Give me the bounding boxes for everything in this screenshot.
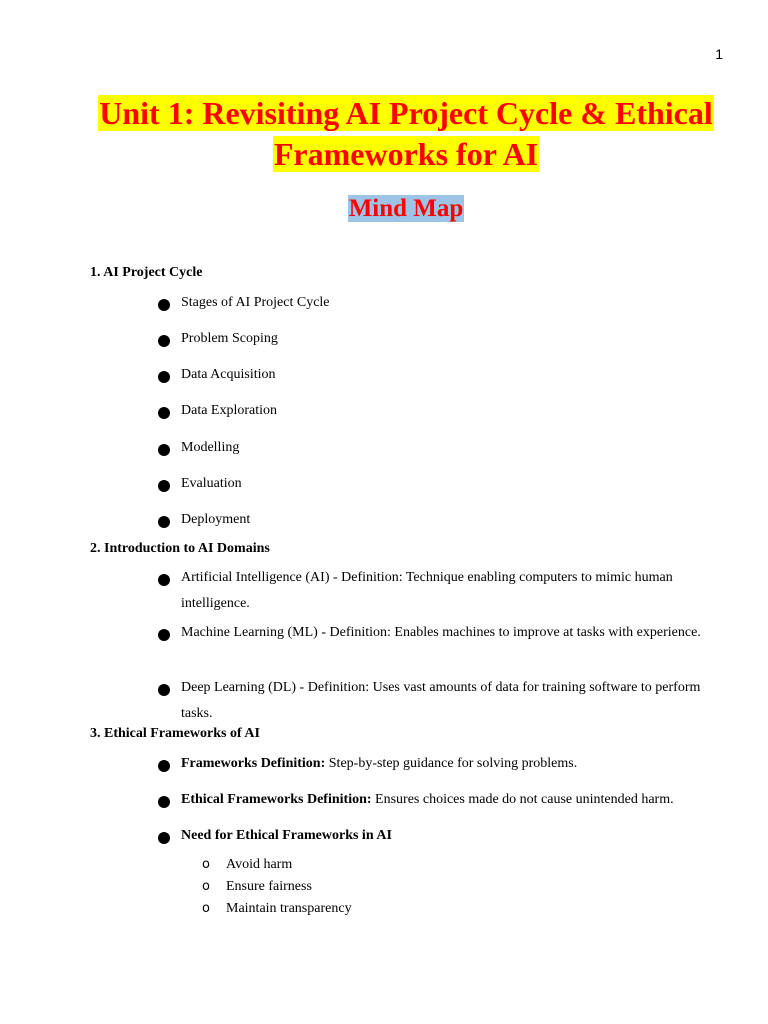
list-item: [158, 565, 728, 617]
list-item-text: Deep Learning (DL) - Definition: Uses vast amounts of data for training software to perform tasks.: [181, 680, 701, 721]
term-label: Frameworks Definition:: [181, 756, 326, 771]
list-item: [158, 507, 728, 533]
bullet-icon: [158, 335, 170, 347]
circle-bullet-icon: o: [202, 901, 210, 916]
sub-list-item: [202, 898, 352, 920]
list-item-text: [181, 787, 728, 813]
bullet-icon: [158, 629, 170, 641]
bullet-icon: [158, 299, 170, 311]
list-item: [158, 823, 728, 849]
mind-map-subtitle: Mind Map: [348, 195, 464, 222]
list-item: [158, 620, 728, 646]
list-item-text: Stages of AI Project Cycle: [181, 295, 330, 310]
sub-list-item-text: Maintain transparency: [226, 901, 352, 916]
page-number: 1: [715, 46, 723, 62]
list-item: [158, 290, 728, 316]
bullet-icon: [158, 760, 170, 772]
title-line-1: Unit 1: Revisiting AI Project Cycle & Ethical: [99, 95, 713, 131]
circle-bullet-icon: o: [202, 879, 210, 894]
list-item-text: Artificial Intelligence (AI) - Definition: Technique enabling computers to mimic human intelligence.: [181, 570, 673, 611]
list-item: [158, 787, 728, 813]
list-item: [158, 435, 728, 461]
list-item-text: Deployment: [181, 512, 251, 527]
list-item: [158, 362, 728, 388]
list-item: [158, 751, 728, 777]
bullet-icon: [158, 832, 170, 844]
bullet-icon: [158, 574, 170, 586]
list-item-text: Modelling: [181, 440, 240, 455]
sub-list-item: [202, 876, 312, 898]
bullet-icon: [158, 480, 170, 492]
section-heading-ai-project-cycle: 1. AI Project Cycle: [90, 265, 203, 280]
list-item: [158, 398, 728, 424]
bullet-icon: [158, 796, 170, 808]
list-item: [158, 471, 728, 497]
document-title: [60, 93, 752, 175]
list-item-text: Machine Learning (ML) - Definition: Enables machines to improve at tasks with experience.: [181, 625, 701, 640]
bullet-icon: [158, 407, 170, 419]
list-item-text: [181, 751, 728, 777]
list-item-text: Data Exploration: [181, 403, 278, 418]
sub-list-item: [202, 854, 292, 876]
subtitle-block: [60, 193, 752, 225]
list-item-text: [181, 823, 728, 849]
bullet-icon: [158, 684, 170, 696]
section-heading-ai-domains: 2. Introduction to AI Domains: [90, 541, 270, 556]
sub-list-item-text: Avoid harm: [226, 857, 293, 872]
sub-list-item-text: Ensure fairness: [226, 879, 312, 894]
list-item-text: Problem Scoping: [181, 331, 278, 346]
circle-bullet-icon: o: [202, 857, 210, 872]
term-definition: Ensures choices made do not cause unintended harm.: [371, 792, 674, 807]
list-item: [158, 326, 728, 352]
bullet-icon: [158, 444, 170, 456]
list-item-text: Data Acquisition: [181, 367, 276, 382]
term-definition: Step-by-step guidance for solving problems.: [325, 756, 578, 771]
term-label: Need for Ethical Frameworks in AI: [181, 828, 392, 843]
section-heading-ethical-frameworks: 3. Ethical Frameworks of AI: [90, 726, 260, 741]
term-label: Ethical Frameworks Definition:: [181, 792, 372, 807]
bullet-icon: [158, 516, 170, 528]
title-line-2: Frameworks for AI: [273, 136, 539, 172]
list-item-text: Evaluation: [181, 476, 242, 491]
list-item: [158, 675, 728, 727]
bullet-icon: [158, 371, 170, 383]
